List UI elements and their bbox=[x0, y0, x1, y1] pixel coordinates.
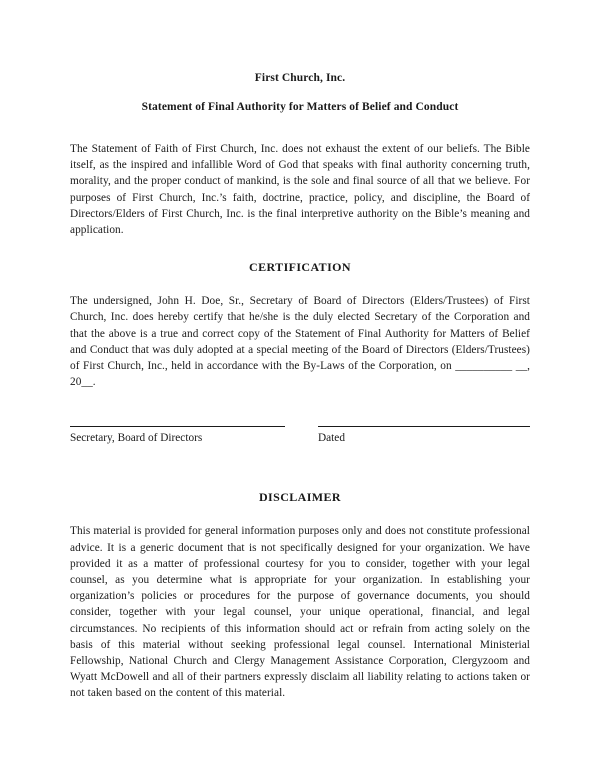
secretary-signature-field[interactable] bbox=[70, 426, 285, 446]
disclaimer-heading: DISCLAIMER bbox=[258, 490, 341, 505]
dated-signature-label: Dated bbox=[318, 432, 345, 445]
document-body bbox=[70, 0, 530, 702]
disclaimer-paragraph: This material is provided for general information purposes only and does not constitute professional advice. It is a generic document that is not specifically designed for your organization. We have provided it as a matter of professional courtesy for you to consider, together with your legal counsel, as you determine what is appropriate for your organization. In establishing your organization’s policies or procedures for the purpose of governance documents, you should consider, together with your legal counsel, your unique operational, financial, and legal circumstances. No recipients of this information should act or refrain from acting solely on the basis of this material without seeking professional legal counsel. International Ministerial Fellowship, National Church and Clergy Management Assistance Corporation, Clergyzoom and Wyatt McDowell and all of their partners expressly disclaim all liability relating to actions taken or not taken based on the content of this material. bbox=[70, 525, 530, 700]
statement-paragraph: The Statement of Faith of First Church, Inc. does not exhaust the extent of our beliefs. The Bible itself, as the inspired and infallible Word of God that speaks with final authority concerning truth, morality, and the proper conduct of mankind, is the sole and final source of all that we believe. For purposes of First Church, Inc.’s faith, doctrine, practice, policy, and discipline, the Board of Directors/Elders of First Church, Inc. is the final interpretive authority on the Bible’s meaning and application. bbox=[70, 143, 530, 237]
page-subtitle: Statement of Final Authority for Matters of Belief and Conduct bbox=[141, 101, 459, 113]
dated-signature-field[interactable] bbox=[318, 426, 530, 446]
page-title: First Church, Inc. bbox=[254, 72, 346, 84]
signature-block bbox=[70, 390, 530, 466]
certification-paragraph: The undersigned, John H. Doe, Sr., Secretary of Board of Directors (Elders/Trustees) of First Church, Inc. does hereby certify that he/she is the duly elected Secretary of the Corporation and that the above is a true and correct copy of the Statement of Final Authority for Matters of Belief and Conduct that was duly adopted at a special meeting of the Board of Directors (Elders/Trustees) of First Church, Inc., held in accordance with the By-Laws of the Corporation, on __________ __, 20__. bbox=[70, 295, 530, 389]
certification-heading: CERTIFICATION bbox=[249, 260, 351, 275]
secretary-signature-label: Secretary, Board of Directors bbox=[70, 432, 203, 445]
